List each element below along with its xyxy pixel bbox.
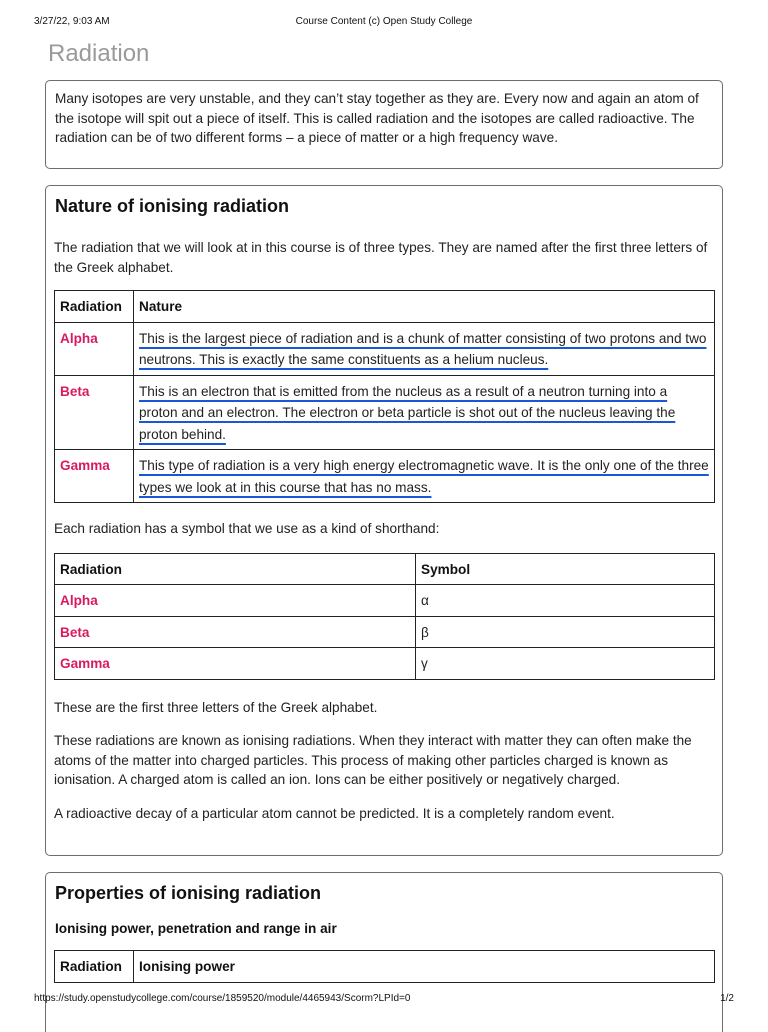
ionisation-paragraph: These radiations are known as ionising radiations. When they interact with matter they can often make the atoms of the matter into charged particles. This process of making other particles charged is known as ionisation. A charged atom is called an ion. Ions can be either positively or negatively charged. bbox=[54, 733, 692, 787]
print-footer bbox=[0, 993, 768, 1009]
column-header-nature: Nature bbox=[134, 291, 715, 323]
symbol-beta: β bbox=[416, 616, 715, 648]
symbol-alpha: α bbox=[416, 585, 715, 617]
page-number: 1/2 bbox=[720, 993, 734, 1004]
nature-section-heading: Nature of ionising radiation bbox=[55, 196, 290, 216]
page-title: Radiation bbox=[48, 40, 150, 67]
nature-description-alpha: This is the largest piece of radiation and is a chunk of matter consisting of two protons and two neutrons. This is exactly the same constituents as a helium nucleus. bbox=[134, 322, 715, 375]
table-header-row bbox=[55, 951, 715, 983]
nature-description-gamma: This type of radiation is a very high energy electromagnetic wave. It is the only one of the three types we look at in this course that has no mass. bbox=[134, 450, 715, 503]
symbol-row-name-beta: Beta bbox=[55, 616, 416, 648]
properties-section-heading: Properties of ionising radiation bbox=[55, 883, 322, 903]
column-header-ionising-power: Ionising power bbox=[134, 951, 715, 983]
nature-table bbox=[54, 290, 715, 503]
table-row bbox=[55, 375, 715, 450]
table-row bbox=[55, 616, 715, 648]
nature-description-beta: This is an electron that is emitted from the nucleus as a result of a neutron turning into a proton and an electron. The electron or beta particle is shot out of the nucleus leaving the proton behind. bbox=[134, 375, 715, 450]
print-timestamp: 3/27/22, 9:03 AM bbox=[34, 16, 110, 27]
nature-intro-text: The radiation that we will look at in this course is of three types. They are named after the first three letters of the Greek alphabet. bbox=[54, 240, 708, 275]
random-decay-paragraph: A radioactive decay of a particular atom cannot be predicted. It is a completely random event. bbox=[54, 805, 615, 821]
table-row bbox=[55, 585, 715, 617]
nature-section-panel bbox=[45, 185, 723, 856]
intro-panel bbox=[45, 80, 723, 169]
radiation-name-alpha: Alpha bbox=[55, 322, 134, 375]
print-header bbox=[0, 16, 768, 32]
print-document-title: Course Content (c) Open Study College bbox=[295, 16, 473, 27]
table-header-row bbox=[55, 291, 715, 323]
radiation-name-gamma: Gamma bbox=[55, 450, 134, 503]
table-header-row bbox=[55, 553, 715, 585]
column-header-radiation: Radiation bbox=[55, 553, 416, 585]
intro-text: Many isotopes are very unstable, and they can’t stay together as they are. Every now and again an atom of the isotope will spit out a piece of itself. This is called radiation and the isotopes are called radioactive. The radiation can be of two different forms – a piece of matter or a high frequency wave. bbox=[55, 91, 699, 145]
table-row bbox=[55, 450, 715, 503]
column-header-symbol: Symbol bbox=[416, 553, 715, 585]
symbol-table bbox=[54, 553, 715, 680]
symbol-row-name-alpha: Alpha bbox=[55, 585, 416, 617]
print-url: https://study.openstudycollege.com/course/1859520/module/4465943/Scorm?LPId=0 bbox=[34, 993, 411, 1004]
properties-table bbox=[54, 950, 715, 983]
column-header-radiation: Radiation bbox=[55, 951, 134, 983]
greek-alphabet-note: These are the first three letters of the Greek alphabet. bbox=[54, 699, 378, 715]
column-header-radiation: Radiation bbox=[55, 291, 134, 323]
symbol-row-name-gamma: Gamma bbox=[55, 648, 416, 680]
properties-subheading: Ionising power, penetration and range in air bbox=[55, 921, 337, 936]
radiation-name-beta: Beta bbox=[55, 375, 134, 450]
symbol-gamma: γ bbox=[416, 648, 715, 680]
symbol-intro-text: Each radiation has a symbol that we use as a kind of shorthand: bbox=[54, 521, 440, 536]
table-row bbox=[55, 322, 715, 375]
table-row bbox=[55, 648, 715, 680]
